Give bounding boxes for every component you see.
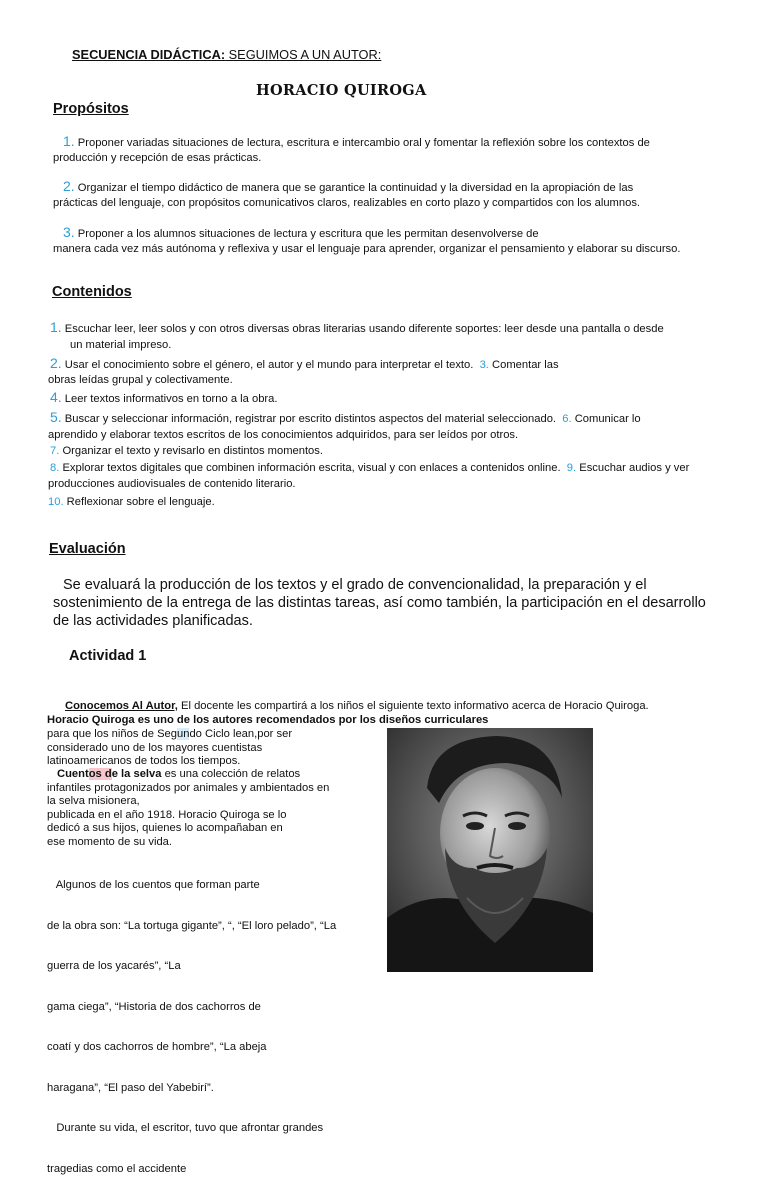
- contenido-text: Escuchar leer, leer solos y con otros diversas obras literarias usando diferente soportes: leer desde una pantalla o desde: [64, 323, 664, 335]
- proposito-text-cont: manera cada vez más autónoma y reflexiva y usar el lenguaje para aprender, organizar el pensamiento y elaborar su discurso.: [53, 242, 681, 255]
- contenido-item-6-cont: aprendido y elaborar textos escritos de los conocimientos adquiridos, para ser leídos por otros.: [48, 429, 519, 441]
- contenido-item-1-cont: un material impreso.: [70, 339, 172, 351]
- proposito-text: Proponer a los alumnos situaciones de lectura y escritura que les permitan desenvolverse de: [77, 228, 539, 240]
- proposito-number: 2.: [63, 178, 75, 194]
- bio-text: Algunos de los cuentos que forman parte: [47, 879, 260, 891]
- contenido-text: Explorar textos digitales que combinen información escrita, visual y con enlaces a contenidos online.: [62, 462, 561, 474]
- bio-highlight-blue: un: [177, 728, 190, 740]
- contenido-item-8: [50, 461, 760, 476]
- author-portrait: [387, 728, 593, 972]
- contenido-number: 4.: [50, 389, 62, 405]
- bio-text: coatí y dos cachorros de hombre”, “La abeja: [47, 1041, 267, 1053]
- bio-text: de la obra son: “La tortuga gigante”, “, “El loro pelado”, “La: [47, 919, 337, 932]
- bio-highlight-pink: os d: [88, 768, 112, 780]
- bio-text: dedicó a sus hijos, quienes lo acompañaban en: [47, 822, 283, 834]
- bio-bold-line: Horacio Quiroga es uno de los autores recomendados por los diseños curriculares: [47, 714, 489, 726]
- bio-text: considerado uno de los mayores cuentistas: [47, 741, 263, 754]
- proposito-number: 3.: [63, 224, 75, 240]
- bio-text: para que los niños de Seg: [47, 728, 177, 740]
- proposito-item-2: [53, 179, 733, 210]
- bio-text: infantiles protagonizados por animales y ambientados en: [47, 781, 330, 794]
- bio-text: guerra de los yacarés”, “La: [47, 960, 181, 972]
- bio-text: haragana”, “El paso del Yabebirí”.: [47, 1081, 214, 1094]
- contenido-number: 7.: [50, 445, 60, 457]
- proposito-item-1: [53, 134, 733, 165]
- conocemos-label: Conocemos Al Autor,: [65, 700, 178, 712]
- proposito-text: Organizar el tiempo didáctico de manera que se garantice la continuidad y la diversidad en la apropiación de las: [77, 182, 634, 194]
- bio-text: do Ciclo lean,por ser: [189, 728, 293, 740]
- portrait-image: [387, 728, 593, 972]
- contenido-number: 9.: [566, 462, 577, 474]
- contenidos-heading: Contenidos: [52, 284, 132, 300]
- bio-text: la selva misionera,: [47, 795, 140, 807]
- bio-paragraph-2: [47, 768, 377, 849]
- evaluacion-line-2: sostenimiento de la entrega de las distintas tareas, así como también, la participación en el desarrollo: [53, 595, 706, 611]
- proposito-text: Proponer variadas situaciones de lectura, escritura e intercambio oral y fomentar la reflexión sobre los contextos de: [77, 137, 650, 149]
- document-title: [72, 47, 381, 62]
- contenido-item-5: [50, 410, 750, 427]
- contenido-number: 8.: [50, 462, 60, 474]
- bio-paragraph-1: [47, 728, 377, 769]
- contenido-text: Usar el conocimiento sobre el género, el autor y el mundo para interpretar el texto.: [64, 359, 474, 371]
- bio-text: tragedias como el accidente: [47, 1162, 187, 1175]
- secuencia-rest: SEGUIMOS A UN AUTOR:: [225, 47, 382, 62]
- actividad-intro: [65, 700, 765, 714]
- evaluacion-heading: Evaluación: [49, 541, 126, 557]
- contenido-item-3-cont: obras leídas grupal y colectivamente.: [48, 374, 233, 386]
- propositos-heading: Propósitos: [53, 101, 129, 117]
- intro-text: El docente les compartirá a los niños el siguiente texto informativo acerca de Horacio Quiroga.: [177, 700, 649, 712]
- author-title: HORACIO QUIROGA: [256, 82, 427, 99]
- bio-text: ese momento de su vida.: [47, 835, 172, 848]
- proposito-number: 1.: [63, 133, 75, 149]
- contenido-item-4: [50, 390, 740, 407]
- evaluacion-line-3: de las actividades planificadas.: [53, 613, 253, 629]
- bio-paragraph-3: [47, 852, 377, 1190]
- bio-bold: e la selva: [111, 768, 162, 780]
- contenido-text: Comunicar lo: [574, 413, 641, 425]
- contenido-text: Leer textos informativos en torno a la obra.: [64, 393, 278, 405]
- contenido-text: Organizar el texto y revisarlo en distintos momentos.: [62, 445, 323, 457]
- evaluacion-line-1: Se evaluará la producción de los textos y el grado de convencionalidad, la preparación y el: [63, 577, 647, 593]
- contenido-text: Escuchar audios y ver: [579, 462, 690, 474]
- bio-text: latinoamericanos de todos los tiempos.: [47, 755, 241, 767]
- bio-text: Durante su vida, el escritor, tuvo que afrontar grandes: [47, 1122, 324, 1134]
- contenido-number: 1.: [50, 319, 62, 335]
- contenido-number: 5.: [50, 409, 62, 425]
- bio-text: es una colección de relatos: [161, 768, 301, 780]
- proposito-text-cont: prácticas del lenguaje, con propósitos comunicativos claros, realizables en corto plazo y compartidos con los alumnos.: [53, 196, 641, 209]
- proposito-text-cont: producción y recepción de esas prácticas.: [53, 151, 262, 164]
- contenido-item-10: [48, 495, 738, 510]
- contenido-item-1: [50, 320, 740, 337]
- bio-text: publicada en el año 1918. Horacio Quiroga se lo: [47, 808, 287, 821]
- contenido-number: 10.: [48, 496, 64, 508]
- contenido-number: 2.: [50, 355, 62, 371]
- bio-bold: Cuent: [57, 768, 89, 780]
- actividad-heading: Actividad 1: [69, 648, 147, 664]
- secuencia-label: SECUENCIA DIDÁCTICA:: [72, 47, 226, 62]
- contenido-text: Buscar y seleccionar información, registrar por escrito distintos aspectos del material seleccionado.: [64, 413, 557, 425]
- contenido-item-7: [50, 444, 740, 459]
- contenido-text: Reflexionar sobre el lenguaje.: [66, 496, 215, 508]
- contenido-text: Comentar las: [492, 359, 559, 371]
- proposito-item-3: [53, 225, 733, 256]
- contenido-number: 3.: [479, 359, 489, 371]
- contenido-item-9-cont: producciones audiovisuales de contenido literario.: [48, 478, 296, 490]
- bio-text: gama ciega”, “Historia de dos cachorros de: [47, 1000, 261, 1013]
- contenido-item-2: [50, 356, 740, 373]
- contenido-number: 6.: [562, 413, 572, 425]
